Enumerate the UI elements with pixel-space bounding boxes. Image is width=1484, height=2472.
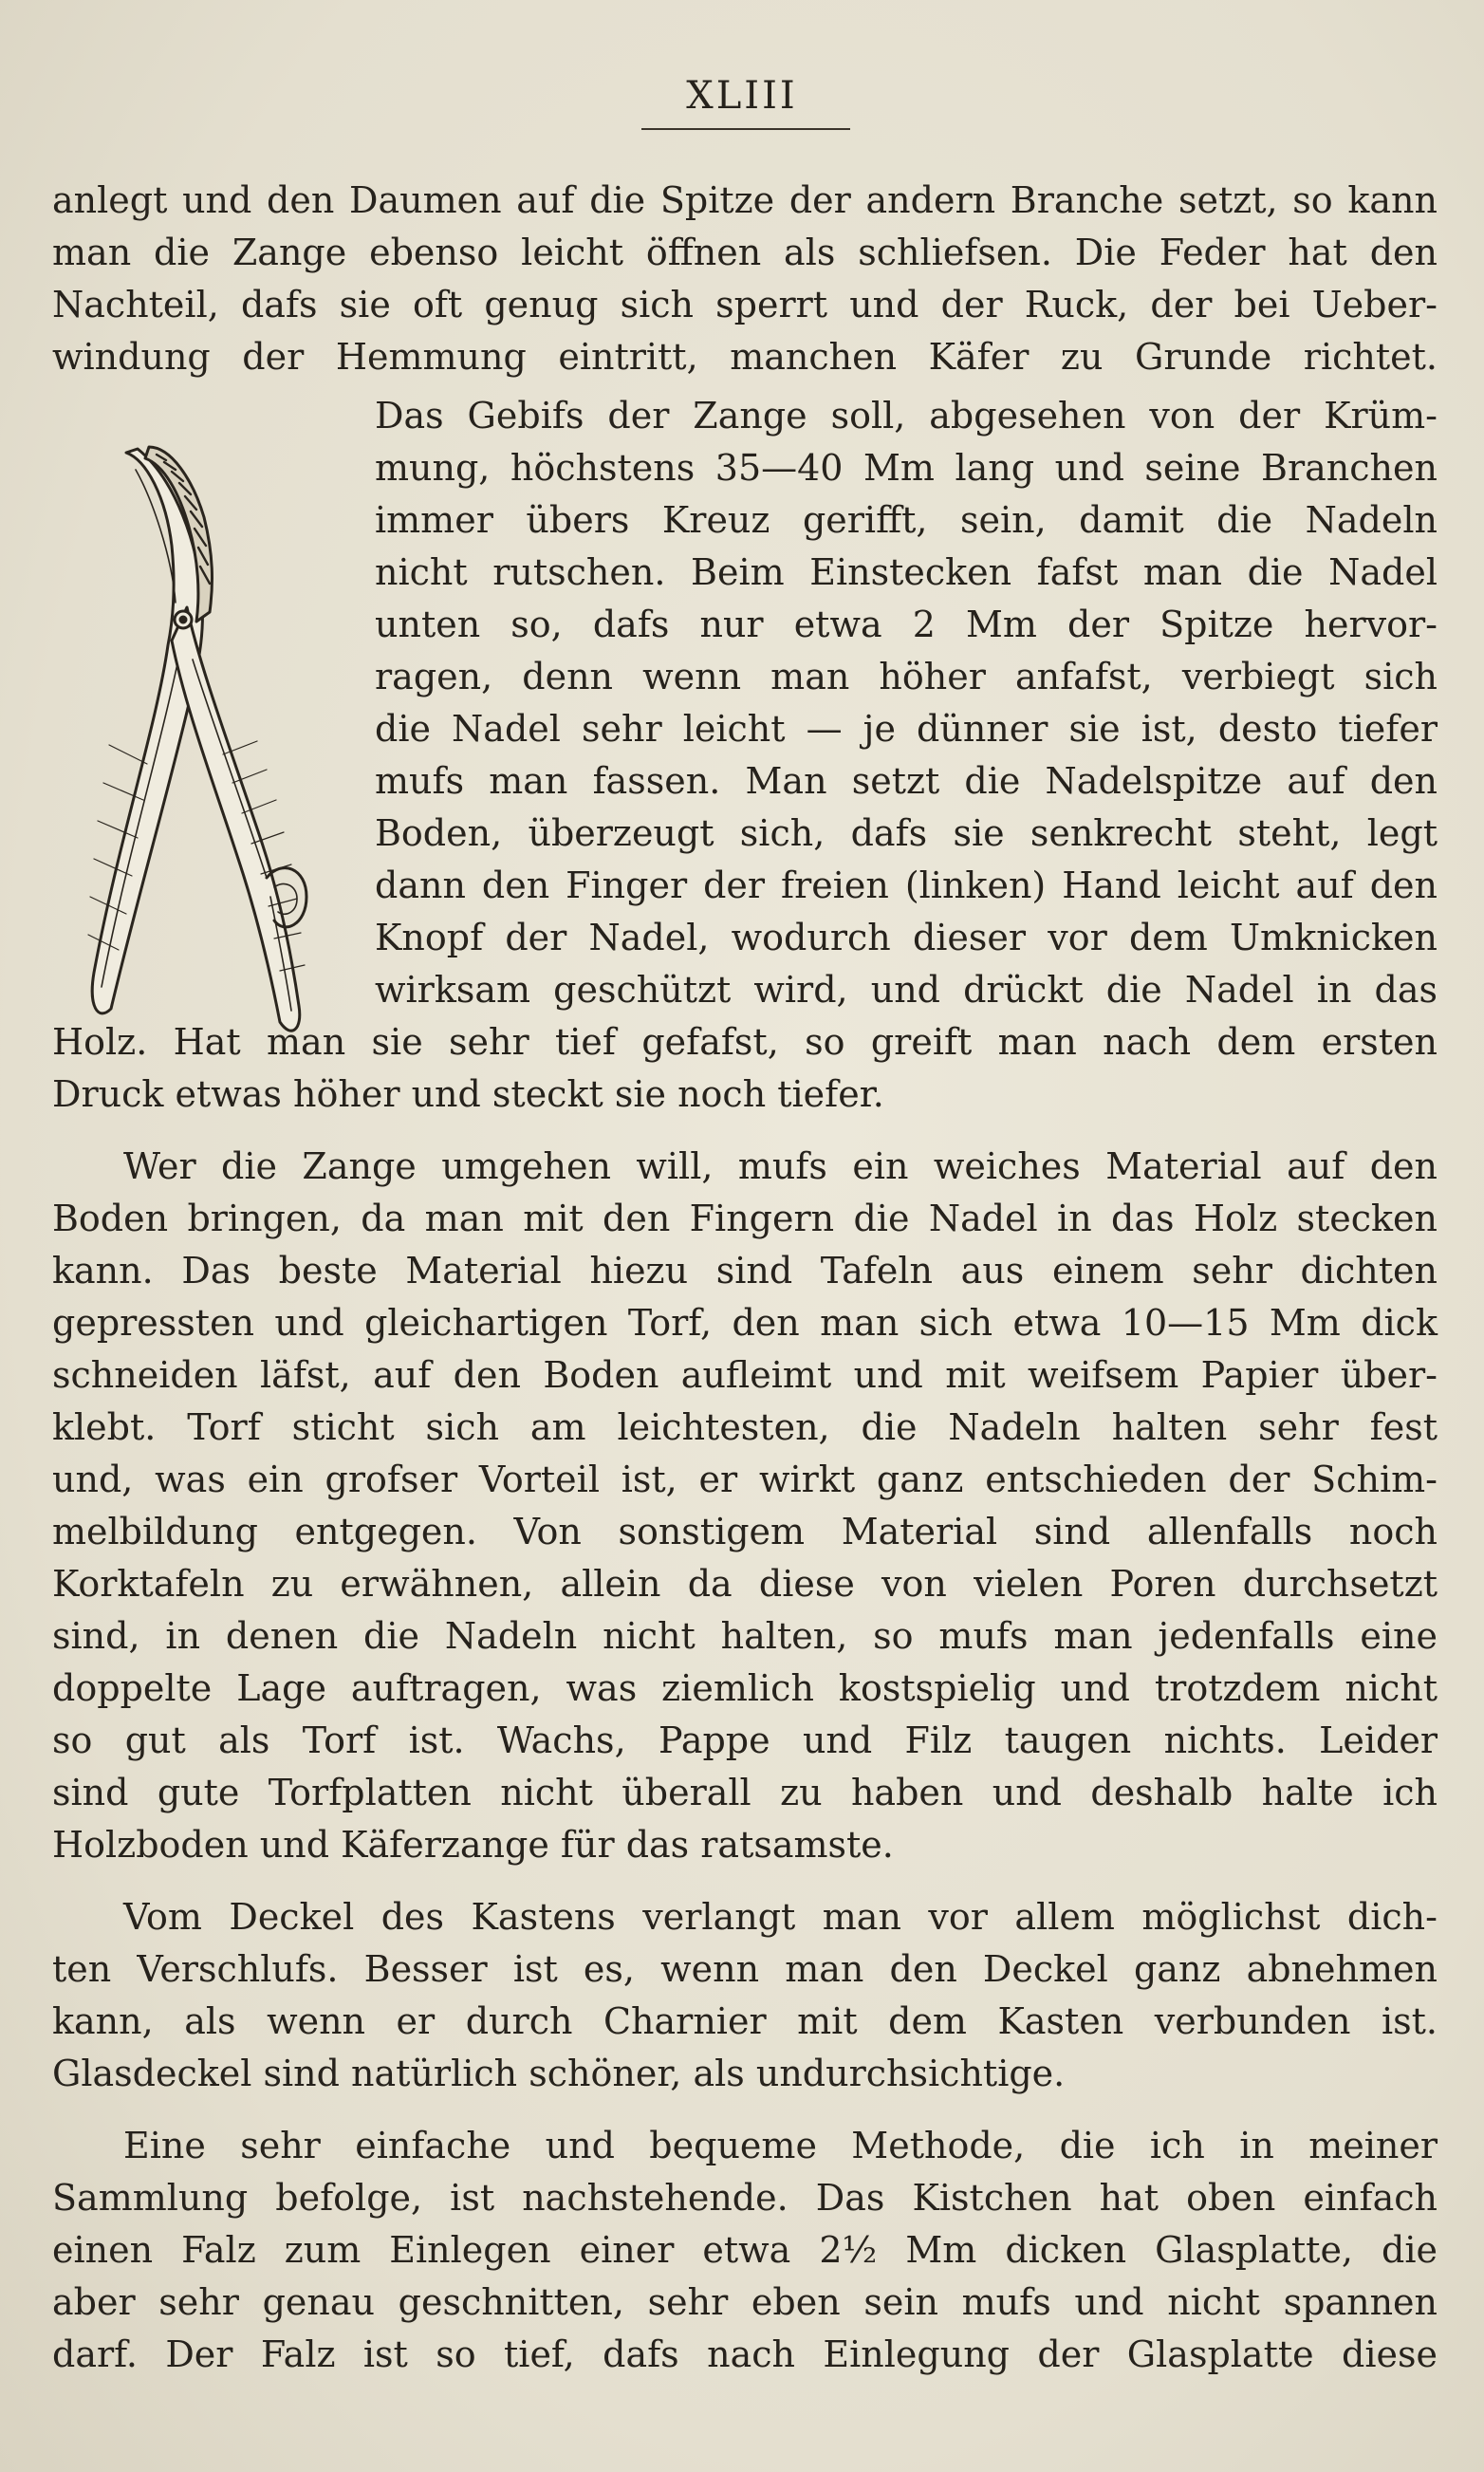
text-line: so gut als Torf ist. Wachs, Pappe und Filz taugen nichts. Leider [52, 1719, 1438, 1761]
text-line: Eine sehr einfache und bequeme Methode, die ich in meiner [123, 2125, 1438, 2166]
text-line: Holzboden und Käferzange für das ratsamste. [52, 1824, 894, 1866]
text-line: Nachteil, dafs sie oft genug sich sperrt und der Ruck, der bei Ueber- [52, 284, 1438, 325]
text-line: Boden bringen, da man mit den Fingern die Nadel in das Holz stecken [52, 1198, 1438, 1239]
header-rule [641, 128, 850, 130]
text-line: kann, als wenn er durch Charnier mit dem Kasten verbunden ist. [52, 2000, 1438, 2042]
text-line: nicht rutschen. Beim Einstecken fafst man die Nadel [375, 551, 1438, 593]
text-line: ragen, denn wenn man höher anfafst, verbiegt sich [375, 656, 1438, 697]
text-line: immer übers Kreuz gerifft, sein, damit die Nadeln [375, 499, 1438, 541]
text-line: anlegt und den Daumen auf die Spitze der andern Branche setzt, so kann [52, 179, 1438, 221]
text-line: kann. Das beste Material hiezu sind Tafeln aus einem sehr dichten [52, 1250, 1438, 1292]
text-line: Glasdeckel sind natürlich schöner, als undurchsichtige. [52, 2053, 1066, 2094]
text-line: mufs man fassen. Man setzt die Nadelspitze auf den [375, 760, 1438, 802]
text-line: Boden, überzeugt sich, dafs sie senkrecht steht, legt [375, 812, 1438, 854]
text-line: sind, in denen die Nadeln nicht halten, so mufs man jedenfalls eine [52, 1615, 1438, 1657]
text-line: dann den Finger der freien (linken) Hand leicht auf den [375, 864, 1438, 906]
text-line: Vom Deckel des Kastens verlangt man vor allem möglichst dich- [123, 1896, 1438, 1938]
text-line: man die Zange ebenso leicht öffnen als schliefsen. Die Feder hat den [52, 232, 1438, 273]
text-line: wirksam geschützt wird, und drückt die Nadel in das [375, 969, 1438, 1011]
text-line: klebt. Torf sticht sich am leichtesten, die Nadeln halten sehr fest [52, 1406, 1438, 1448]
text-line: aber sehr genau geschnitten, sehr eben sein mufs und nicht spannen [52, 2281, 1438, 2323]
text-line: Korktafeln zu erwähnen, allein da diese von vielen Poren durchsetzt [52, 1563, 1438, 1605]
text-line: einen Falz zum Einlegen einer etwa 2½ Mm dicken Glasplatte, die [52, 2229, 1438, 2271]
text-line: mung, höchstens 35—40 Mm lang und seine Branchen [375, 447, 1438, 489]
text-line: die Nadel sehr leicht — je dünner sie ist, desto tiefer [375, 708, 1438, 750]
text-line: Das Gebifs der Zange soll, abgesehen von der Krüm- [375, 395, 1438, 437]
text-line: melbildung entgegen. Von sonstigem Material sind allenfalls noch [52, 1511, 1438, 1552]
beetle-forceps-illustration-icon [81, 441, 356, 1049]
text-line: gepressten und gleichartigen Torf, den man sich etwa 10—15 Mm dick [52, 1302, 1438, 1344]
text-line: unten so, dafs nur etwa 2 Mm der Spitze hervor- [375, 604, 1438, 645]
text-line: schneiden läfst, auf den Boden aufleimt und mit weifsem Papier über- [52, 1354, 1438, 1396]
text-line: und, was ein grofser Vorteil ist, er wirkt ganz entschieden der Schim- [52, 1459, 1438, 1500]
text-line: ten Verschlufs. Besser ist es, wenn man den Deckel ganz abnehmen [52, 1948, 1438, 1990]
text-line: Druck etwas höher und steckt sie noch tiefer. [52, 1073, 884, 1115]
text-line: windung der Hemmung eintritt, manchen Käfer zu Grunde richtet. [52, 336, 1438, 378]
text-line: Knopf der Nadel, wodurch dieser vor dem Umknicken [375, 917, 1438, 958]
text-line: Sammlung befolge, ist nachstehende. Das Kistchen hat oben einfach [52, 2177, 1438, 2219]
text-line: Wer die Zange umgehen will, mufs ein weiches Material auf den [123, 1145, 1438, 1187]
text-line: darf. Der Falz ist so tief, dafs nach Einlegung der Glasplatte diese [52, 2333, 1438, 2375]
text-line: sind gute Torfplatten nicht überall zu haben und deshalb halte ich [52, 1772, 1438, 1813]
page-number: XLIII [686, 74, 798, 118]
text-line: Holz. Hat man sie sehr tief gefafst, so greift man nach dem ersten [52, 1021, 1438, 1063]
text-line: doppelte Lage auftragen, was ziemlich kostspielig und trotzdem nicht [52, 1667, 1438, 1709]
